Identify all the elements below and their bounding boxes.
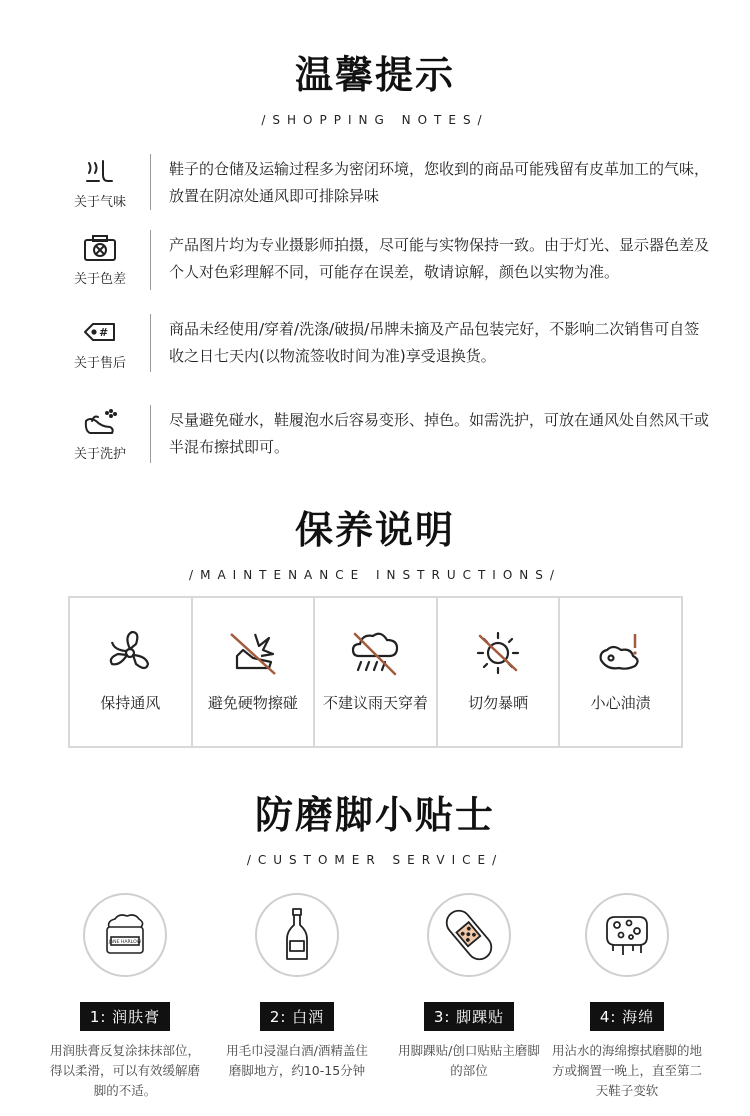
cream-jar-icon	[83, 893, 167, 977]
maintenance-grid	[68, 596, 683, 748]
tip-text: 用沾水的海绵擦拭磨脚的地方或搁置一晚上，直至第二天鞋子变软	[552, 1043, 703, 1098]
shopping-notes-title: 温馨提示	[294, 53, 455, 97]
bandage-icon	[427, 893, 511, 977]
wash-shoe-icon	[80, 405, 120, 441]
tip-badge: 4: 海绵	[590, 1002, 664, 1031]
note-smell	[60, 154, 710, 210]
maintenance-item-hard-object	[193, 598, 316, 746]
maintenance-item-oil	[560, 598, 681, 746]
maintenance-item-rain	[315, 598, 438, 746]
oil-stain-icon	[593, 628, 649, 678]
note-label: 关于售后	[73, 356, 126, 371]
maintenance-item-sun	[438, 598, 561, 746]
maintenance-label: 切勿暴晒	[468, 694, 529, 712]
note-washing	[60, 405, 710, 463]
tips-subtitle: /CUSTOMER SERVICE/	[246, 853, 504, 867]
maintenance-label: 避免硬物擦碰	[207, 694, 298, 712]
rain-cloud-icon	[347, 628, 403, 678]
liquor-bottle-icon	[255, 893, 339, 977]
tip-cream	[50, 893, 200, 1101]
note-label: 关于气味	[73, 195, 126, 210]
note-after-sales	[60, 314, 710, 372]
tip-sponge	[552, 893, 702, 1101]
maintenance-label: 保持通风	[100, 694, 161, 712]
note-label: 关于洗护	[73, 447, 126, 462]
hard-object-icon	[225, 628, 281, 678]
sponge-icon	[585, 893, 669, 977]
tip-bandage	[394, 893, 544, 1081]
note-text: 尽量避免碰水，鞋履泡水后容易变形、掉色。如需洗护，可放在通风处自然风干或半混布擦拭即可。	[169, 411, 710, 456]
price-tag-icon	[80, 314, 120, 350]
smell-icon	[80, 154, 120, 189]
maintenance-item-ventilate	[70, 598, 193, 746]
tip-text: 用润肤膏反复涂抹抹部位，得以柔滑，可以有效缓解磨脚的不适。	[50, 1043, 201, 1098]
sun-icon	[470, 628, 526, 678]
maintenance-label: 不建议雨天穿着	[322, 694, 428, 712]
maintenance-title: 保养说明	[294, 508, 455, 552]
tip-badge: 2: 白酒	[260, 1002, 334, 1031]
cream-jar-label: JANE HARLOW	[108, 940, 142, 945]
tip-liquor	[222, 893, 372, 1081]
tip-badge: 3: 脚踝贴	[424, 1002, 514, 1031]
tip-badge: 1: 润肤膏	[80, 1002, 170, 1031]
shopping-notes-subtitle: /SHOPPING NOTES/	[261, 113, 489, 127]
svg-text:#: #	[99, 326, 109, 339]
maintenance-subtitle: /MAINTENANCE INSTRUCTIONS/	[189, 568, 561, 582]
note-color	[60, 230, 710, 290]
camera-icon	[80, 230, 120, 266]
tips-title: 防磨脚小贴士	[254, 793, 495, 837]
tip-text: 用脚踝贴/创口贴贴主磨脚的部位	[398, 1043, 540, 1078]
note-label: 关于色差	[73, 272, 126, 287]
note-text: 鞋子的仓储及运输过程多为密闭环境，您收到的商品可能残留有皮革加工的气味，放置在阴凉处通风即可排除异味	[169, 160, 710, 205]
maintenance-label: 小心油渍	[590, 694, 651, 712]
fan-icon	[102, 628, 158, 678]
note-text: 产品图片均为专业摄影师拍摄，尽可能与实物保持一致。由于灯光、显示器色差及个人对色彩理解不同，可能存在误差，敬请谅解，颜色以实物为准。	[169, 236, 710, 281]
tip-text: 用毛巾浸湿白酒/酒精盖住磨脚地方，约10-15分钟	[226, 1043, 368, 1078]
note-text: 商品未经使用/穿着/洗涤/破损/吊牌未摘及产品包装完好，不影响二次销售可自签收之日七天内(以物流签收时间为准)享受退换货。	[169, 320, 700, 365]
